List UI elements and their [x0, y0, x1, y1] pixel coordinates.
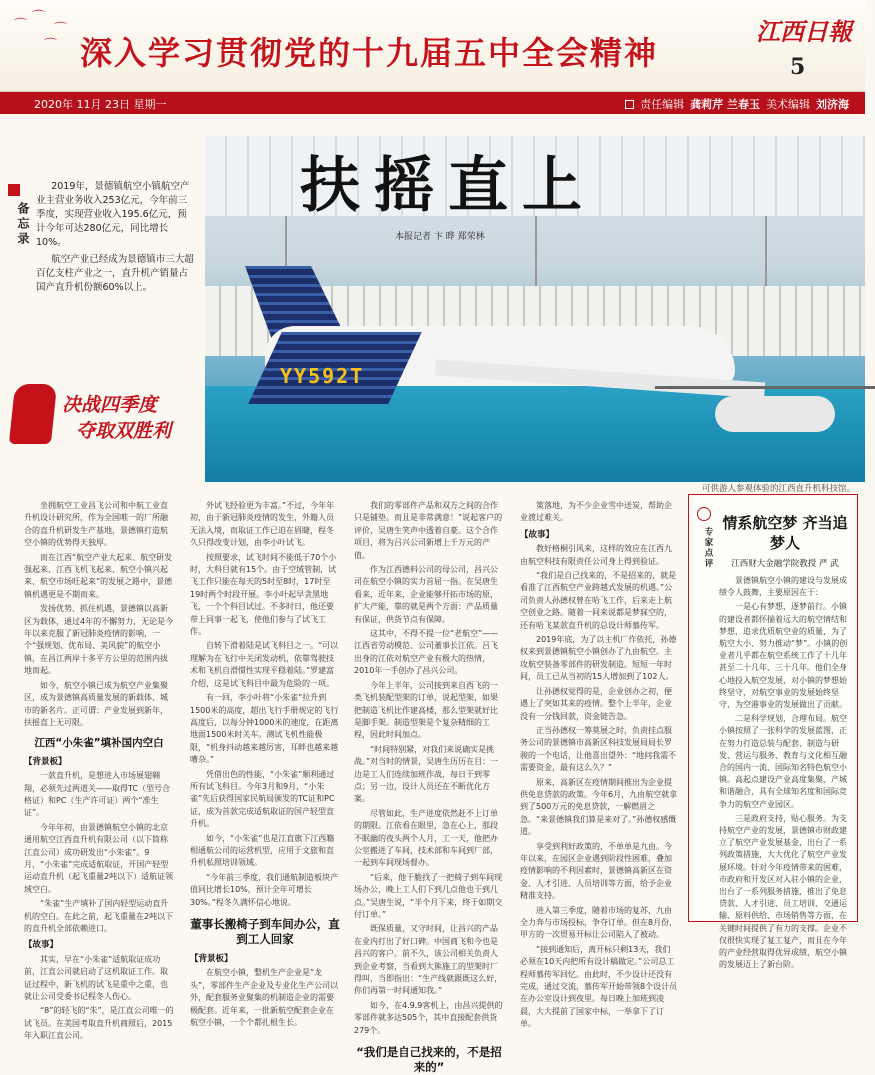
campaign-line-1: 决战四季度	[62, 394, 158, 416]
paragraph: 既保质量，又守时间，让昌兴的产品在业内打出了好口碑。中国商飞和今也是昌兴的客户。前不久，该公司相关负责人到企业考察，当看到大熊施工的型架时厂得叫，当即指出：“生产线就跟既这么好，你们再第一时间通知我。”	[354, 924, 503, 996]
paragraph: 二是科学规划，合理布局。航空小镇按照了一张科学的发展蓝图，正在努力打造总装与配套、制造与研发、营运与服务、教育与文化相互融合的国内一流、国际知名特色航空小镇。高起点建设产业高度集聚、产城和谐融合，具有全球知名度和国际竞争力的航空产业园区。	[719, 714, 847, 809]
paragraph: 原来，高新区在疫情期间推出为企业提供免息贷款的政策。今年6月，九由航空就拿到了500万元的免息贷款，一解燃眉之急。“来景德镇我们算是来对了。”孙德权感慨道。	[520, 777, 678, 837]
paragraph: “今年前三季度，我们通航制造板块产值同比增长10%，预计全年可增长30%。”程冬久满怀信心地说。	[190, 872, 339, 907]
paragraph: 一是心有梦想，逐梦前行。小镇的建设者都怀揣着远大的航空情结和梦想，追求优质航空业的质量，为了航空大小、努力推动“梦”。小镇的创业者几乎都在航空系统工作了十几年甚至二十几年、三十几年。他们全身心地投入航空发展，对小镇的梦想始终坚守，对航空事业的发展始终坚守，为空港事业的发展做出了贡献。	[719, 602, 848, 710]
article-column-4	[520, 500, 678, 1029]
paragraph: 三是政府支持，贴心服务。为支持航空产业的发展，景德镇市财政建立了航空产业发展基金，出台了一系列政策措施，大大优化了航空产业发展环境。针对今年疫情带来的困难，市政府和开发区对入驻小镇的企业，出台了一系列服务措施，推出了免息贷款、人才引进、员工培训、交通运输、原料供给、市场销售等方面，在关键时间提供了有力的支撑。企业不仅很快实现了复工复产，而且在今年的产业经营取得优异成绩，航空小镇的发展迈上了新台阶。	[719, 813, 847, 970]
commentary-title: 情系航空梦 齐当追梦人	[722, 514, 848, 552]
art-editor-label: 美术编辑	[766, 98, 810, 111]
paragraph: 作为江西德料公司的母公司，昌兴公司在航空小镇的实力首屈一指。在吴唐生看来，近年来，企业能够开拓市场的原，扩大产能，靠的就是两个方面：产品质量有保证，供货节点有保障。	[354, 565, 498, 624]
paragraph: 这其中，不得不提一位“老航空”——江西省劳动模范、公司董事长江依。吕飞出身的江依对航空产业有极大的热情，2010年一手创办了昌兴公司。	[354, 629, 499, 676]
paragraph: 正当孙德权一筹莫展之时，负责挂点服务公司的景德镇市高新区科技发展局局长罗骏的一个电话，让他喜出望外：“地问我需不需要资金，最有这么久？”	[520, 725, 677, 773]
section-tag: 【故事】	[24, 940, 59, 951]
bird-icon: ⌒	[54, 22, 68, 37]
commentary-label: 专家点评	[703, 527, 713, 569]
article-column-3	[354, 500, 504, 1075]
campaign-badge	[10, 376, 200, 454]
paragraph: 今年年初，由景德镇航空小镇的北京通用航空江西直升机有限公司（以下简称江直公司）成功研发出“小朱雀”。9月，“小朱雀”完成适航取证，开国产轻型运动直升机（起飞重量2吨以下）适航证领域空白。	[24, 822, 174, 894]
editor-label: 责任编辑	[640, 98, 685, 111]
bird-icon: ⌒	[32, 10, 46, 25]
memo-text	[36, 180, 196, 298]
paragraph: 发扬优势、抓住机遇，景德镇以高新区为载体，通过4年的不懈努力，无论是今年以来克服了新冠肺炎疫情的影响，一个“强规划、优布局、美风貌”的航空小镇，在昌江两岸十多平方公里的范围内拔地而起。	[24, 604, 174, 676]
helicopter-rotor	[655, 386, 875, 389]
paragraph: 有一回，李小叶将“小朱雀”拉升到1500米的高度，超出飞行手册规定的飞行高度后，以每分钟1000米的速度，在距离地面1500米时关车。测试飞机性能极限，“机身抖动越来越厉害，耳畔也越来越嘈杂。”	[190, 693, 339, 765]
paragraph: 按照要求，试飞时间不能低于70个小时，大科目就有15个。由于空域管制，试飞工作只能在每天的5时至8时，17时至19时两个时段开展。李小叶起早贪黑地飞，一个个科目试过。不多时日，他还要带上同事一起飞，使他们参与了试飞工作。	[190, 552, 337, 637]
paragraph: “8”的轻飞的“朱”，是江直公司唯一的试飞员。在美国考取直升机商照后，2015年入职江直公司。	[24, 1006, 174, 1041]
checkbox-icon	[625, 100, 634, 109]
page-banner	[0, 0, 865, 92]
paragraph: 进入第三季度，随着市场的复苏，九由全力奔与市场投标，争夺订单。但在8月份，甲方的一次贸易开标让公司陷入了被动。	[520, 905, 678, 940]
expert-commentary	[688, 494, 858, 970]
editor-names: 龚莉芹 兰春玉	[690, 98, 760, 111]
expert-avatar-icon	[697, 507, 711, 521]
paragraph: “时间特别紧，对我们来说确实是挑战。”对当时的情景，吴唐生历历在目：一边是工人们连续加班作战，每日干到零点；另一边，设计人员还在不断优化方案。	[354, 744, 499, 804]
paragraph: 如今，在4.9.9客机上，由昌兴提供的零部件就多达505个，其中直接配套供货279个。	[354, 1000, 503, 1035]
paragraph: 自转下滑着陆是试飞科目之一。“可以理解为在飞行中关闭发动机，依靠驾驶技术和飞机自滑惯性实现平稳着陆。”罗建富介绍，这是试飞科目中最为危险的一项。	[190, 641, 339, 688]
photo-caption: 可供游人参观体验的江西直升机科技馆。	[701, 484, 855, 494]
memo-label: 备忘录	[16, 202, 30, 247]
page-number: 5	[790, 54, 806, 80]
memo-box	[0, 180, 200, 330]
paragraph: 让孙德权觉得的是，企业创办之初，便遇上了突如其来的疫情。整个上半年，企业没有一分钱回款，资金链告急。	[520, 686, 672, 721]
editor-credits	[625, 96, 849, 112]
hero-photo	[205, 136, 865, 482]
paragraph: 如今，航空小镇已成为航空产业集聚区，成为景德镇高质量发展的新载体、城市的新名片。正可谓：产业发展到新年，扶摇直上无可限。	[24, 680, 168, 727]
paragraph: 尽管如此，生产进度依然赶不上订单的期限。江依看在眼里，急在心上，那段不眠幽的夜头两个人月，工一天，他把办公室搬进了车间，技术部和车间到厂部，一起到车间现场督办。	[354, 808, 498, 868]
paragraph: 而在江西“航空产业大起来、航空研发强起来、江西飞机飞起来、航空小镇兴起来、航空市场旺起来”的发展之路中，景德镇机遇更是不期而来。	[24, 552, 173, 599]
subheading: “我们是自己找来的，不是招来的”	[356, 1045, 502, 1075]
paragraph: 其实，早在“小朱雀”适航取证成功前，江直公司就启动了这机取证工作。取证过程中，新飞机的试飞是重中之重，也就让公司受委书记程冬人伤心。	[24, 954, 168, 1002]
helicopter	[715, 396, 835, 432]
byline: 本报记者 卞 晔 郑荣林	[395, 232, 485, 242]
date-bar	[0, 92, 865, 114]
paragraph: 坐拥航空工业昌飞公司和中航工业直升机设计研究所，作为全国唯一的厂所融合的直升机研发生产基地，景德镇打造航空小镇的优势得天独厚。	[24, 501, 168, 548]
paragraph: 外试飞经验更为丰富。”不过，今年年初，由于新冠肺炎疫情的发生，外籍人员无法入境，而取证工作已迫在眉睫，程冬久只得改变计划，由李小叶试飞。	[190, 501, 335, 548]
paragraph: 凭借出色的性能，“小朱雀”顺利通过所有试飞科目。今年3月和9月，“小朱雀”先后获得国家民航局颁发的TC证和PC证，成为首款完成适航取证的国产轻型直升机。	[190, 769, 335, 829]
paragraph: “后来，他干脆找了一把椅子到车间现场办公，晚上工人们下到几点他也干到几点。”吴唐生说，“半个月下来，终于如期交付订单。”	[354, 872, 503, 919]
memo-paragraph: 航空产业已经成为景德镇市三大超百亿支柱产业之一，直升机产销量占国产直升机份额60%以上。	[36, 254, 194, 293]
issue-date: 2020年 11月 23日 星期一	[34, 98, 167, 111]
paragraph: 景德镇航空小镇的建设与发展成绩令人鼓舞，主要原因在于：	[719, 576, 847, 598]
paragraph: 享受到利好政策的，不单单是九由。今年以来，在园区企业遇到阶段性困难，叠加疫情影响的不利因素时，景德镇高新区在资金、人才引进、人员培训等方面，给予企业精准支持。	[520, 841, 672, 901]
paragraph: 2019年底，为了以主机厂作依托，孙德权来到景德镇航空小镇创办了九由航空。主攻航空装备零部件的研发制造。短短一年时间，员工已从当初的15人增加到了102人。	[520, 635, 677, 682]
paragraph: 如今，“小朱雀”也是江直旗下江西籍相通航公司的运营机型，应用于文旅和直升机私照培训领域。	[190, 833, 335, 868]
subheading: 江西“小朱雀”填补国内空白	[34, 737, 164, 750]
headline: 扶摇直上	[300, 151, 596, 221]
paragraph: 在航空小镇，整机生产企业是“龙头”，零部件生产企业及专业化生产公司以外，配套服务业聚集的机制造企业的需要极配套。近年来，一批新航空配套企业在航空小镇，一个个都扎根生长。	[190, 968, 339, 1028]
paragraph: 策落地，为不少企业雪中送炭，帮助企业渡过难关。	[520, 501, 672, 523]
commentary-body	[719, 575, 849, 970]
paragraph: 教好格桐引风来，这样的效应在江西九由航空科技有限责任公司身上得到验证。	[520, 544, 672, 566]
bird-icon: ⌒	[14, 18, 28, 33]
paragraph: “接到通知后，离开标只剩13天，我们必须在10天内把所有设计稿做定。”公司总工程师慕传军回忆。由此时，不少设计还没有完成，通过交流，慕传军开始带领8个设计员在办公室设计到夜里。每日晚上加班到凌晨，大大提前了国家中标，一举拿下了订单。	[520, 944, 678, 1029]
art-editor-name: 刘济海	[816, 98, 849, 111]
section-tag: 【故事】	[520, 529, 555, 540]
paragraph: “朱雀”生产填补了国内轻型运动直升机的空白。在此之前，起飞重量在2吨以下的直升机全部依赖进口。	[24, 899, 174, 933]
paragraph: “我们是自己找来的，不是招来的，就是看准了江西航空产业跨越式发展的机遇。”公司负责人孙德权曾在哈飞工作，后来走上航空创业之路。随着一间来说都是梦寐空的，还有哈飞某款直升机的总设计师慕传军。	[520, 571, 677, 630]
square-bullet-icon	[8, 184, 20, 196]
article-column-1	[24, 500, 174, 1041]
section-tag: 【背景板】	[24, 756, 67, 767]
bird-icon: ⌒	[44, 38, 58, 53]
commentary-author: 江西财大金融学院教授 严 武	[731, 559, 839, 569]
paragraph: 我们的零部件产品和双方之间的合作只是铺垫。而且是非常满意！”说起客户的评价，吴唐生笑声中透着自豪。这个合作项目，将为吕兴公司新增上千万元的产值。	[354, 501, 503, 560]
banner-title: 深入学习贯彻党的十九届五中全会精神	[80, 34, 659, 72]
memo-paragraph: 2019年，景德镇航空小镇航空产业主营业务收入253亿元，今年前三季度，实现营业收入195.6亿元，预计今年可达280亿元，同比增长10%。	[36, 181, 190, 248]
campaign-line-2: 夺取双胜利	[76, 420, 172, 442]
paragraph: 今年上半年，公司接到来自西飞的一类飞机装配型架的订单，说起型架，如果把制造飞机比作建高楼，那么型架就好比是脚手架。制造型架是个复杂精细的工程，因此时间加点。	[354, 680, 498, 740]
paragraph: 一款直升机，是想进入市场展翅翱翔，必须先过两道关——取得TC（型号合格证）和PC（生产许可证）两个“准生证”。	[24, 771, 171, 818]
aircraft-registration: YY592T	[280, 364, 365, 388]
newspaper-logo: 江西日報	[756, 17, 852, 46]
article-column-2	[190, 500, 340, 1028]
subheading: 董事长搬椅子到车间办公，直到工人回家	[190, 917, 340, 946]
section-tag: 【背景板】	[190, 954, 233, 964]
fist-icon	[9, 384, 57, 444]
